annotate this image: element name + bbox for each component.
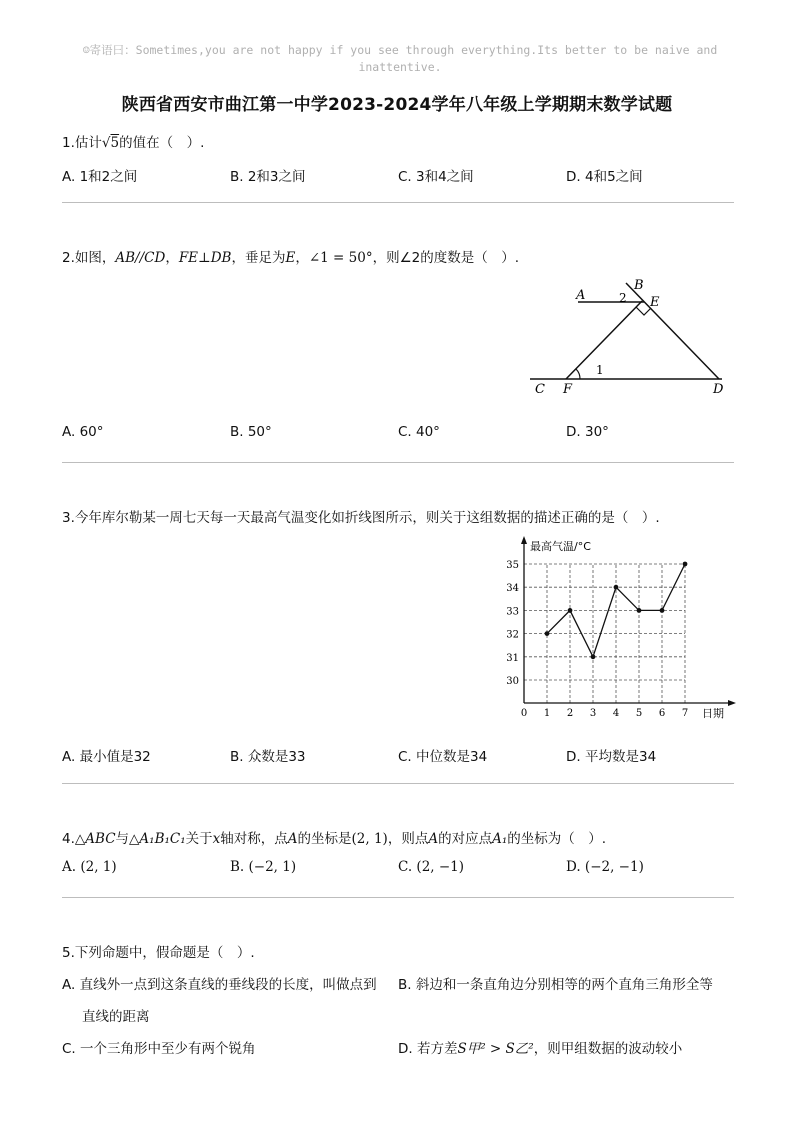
- question-4: [62, 827, 606, 847]
- q2-option-a[interactable]: A. 60°: [62, 424, 104, 440]
- q4-math-3: x: [212, 831, 221, 847]
- x-tick-label: 3: [589, 708, 597, 719]
- data-point: [683, 562, 688, 567]
- q5-d-math: S甲² > S乙²: [457, 1041, 534, 1057]
- data-point: [660, 608, 665, 613]
- q2-math-1: AB//CD: [115, 250, 166, 266]
- q1-suffix: 的值在（ ）.: [119, 135, 205, 151]
- x-tick-label: 5: [635, 708, 643, 719]
- label-a: A: [576, 288, 586, 303]
- temperature-line-chart: [500, 532, 740, 724]
- q4-text-2: 与: [115, 831, 130, 847]
- q2-option-b[interactable]: B. 50°: [230, 424, 272, 440]
- q3-option-c[interactable]: C. 中位数是34: [398, 749, 488, 765]
- x-tick-label: 6: [658, 708, 666, 719]
- label-e: E: [650, 295, 660, 310]
- line-bd: [626, 283, 719, 379]
- q4-text-4: 轴对称，点: [220, 831, 288, 847]
- q4-text-1: 4.: [62, 831, 75, 847]
- watermark-line-2: inattentive.: [358, 60, 442, 74]
- q3-option-b[interactable]: B. 众数是33: [230, 749, 306, 765]
- q2-text-1: 2.如图，: [62, 250, 116, 266]
- q2-text-3: ，垂足为: [231, 250, 286, 266]
- question-5: 5.下列命题中，假命题是（ ）.: [62, 945, 255, 961]
- label-d: D: [713, 382, 724, 397]
- q2-option-c[interactable]: C. 40°: [398, 424, 440, 440]
- q4-text-3: 关于: [185, 831, 213, 847]
- x-tick-label: 2: [566, 708, 574, 719]
- label-angle-1: 1: [596, 363, 604, 377]
- watermark-line-1: ☺寄语曰：Sometimes,you are not happy if you see through everything.Its better to be naive and: [82, 43, 718, 57]
- q5-option-a-line-1[interactable]: A. 直线外一点到这条直线的垂线段的长度，叫做点到: [62, 977, 377, 993]
- question-1: [62, 131, 204, 151]
- y-tick-label: 35: [506, 560, 519, 571]
- y-axis-arrow: [521, 536, 527, 544]
- q2-math-2: FE⊥DB: [178, 250, 232, 266]
- question-2: [62, 246, 519, 266]
- q4-math-4: A: [287, 831, 298, 847]
- q1-option-a[interactable]: A. 1和2之间: [62, 169, 138, 185]
- y-tick-label: 32: [506, 629, 519, 641]
- y-tick-label: 31: [506, 652, 519, 664]
- q2-math-3: E: [285, 250, 296, 266]
- geometry-figure: [520, 272, 735, 402]
- q4-option-b[interactable]: B. (−2, 1): [230, 859, 297, 875]
- chart-x-axis-label: 日期: [702, 707, 724, 720]
- label-b: B: [634, 278, 644, 293]
- right-angle-mark: [636, 307, 651, 315]
- q1-option-d[interactable]: D. 4和5之间: [566, 169, 643, 185]
- chart-axes: [521, 536, 736, 706]
- q4-math-6: A: [428, 831, 439, 847]
- q2-text-4: ，: [295, 250, 309, 266]
- divider: [62, 462, 734, 463]
- label-angle-2: 2: [619, 291, 627, 305]
- q5-option-b[interactable]: B. 斜边和一条直角边分别相等的两个直角三角形全等: [398, 977, 713, 993]
- x-tick-label: 1: [543, 708, 551, 719]
- q1-option-c[interactable]: C. 3和4之间: [398, 169, 474, 185]
- q2-math-4: ∠1 = 50°: [308, 250, 373, 266]
- q4-math-2: △A₁B₁C₁: [129, 831, 186, 847]
- x-tick-label: 0: [520, 708, 528, 719]
- q5-option-a-line-2[interactable]: 直线的距离: [82, 1009, 150, 1025]
- q3-option-a[interactable]: A. 最小值是32: [62, 749, 151, 765]
- y-tick-label: 33: [506, 606, 519, 618]
- q5-option-c[interactable]: C. 一个三角形中至少有两个锐角: [62, 1041, 256, 1057]
- q4-text-8: 的坐标为（ ）.: [507, 831, 607, 847]
- q1-radicand: 5: [110, 135, 120, 151]
- chart-tick-labels: [506, 560, 688, 719]
- x-tick-label: 7: [681, 708, 689, 719]
- q5-option-d[interactable]: [398, 1037, 682, 1057]
- q2-option-d[interactable]: D. 30°: [566, 424, 609, 440]
- label-c: C: [535, 382, 545, 397]
- divider: [62, 202, 734, 203]
- q4-option-c[interactable]: C. (2, −1): [398, 859, 465, 875]
- data-point: [637, 608, 642, 613]
- question-3: 3.今年库尔勒某一周七天每一天最高气温变化如折线图所示，则关于这组数据的描述正确的是（ ）.: [62, 510, 660, 526]
- watermark: [40, 42, 760, 76]
- x-tick-label: 4: [612, 708, 620, 719]
- q2-text-5: ，则∠2的度数是（ ）.: [372, 250, 520, 266]
- q4-text-5: 的坐标是: [297, 831, 352, 847]
- q4-math-1: △ABC: [74, 831, 116, 847]
- data-point: [545, 631, 550, 636]
- q1-option-b[interactable]: B. 2和3之间: [230, 169, 306, 185]
- q2-text-2: ，: [165, 250, 179, 266]
- q4-option-a[interactable]: A. (2, 1): [62, 859, 117, 875]
- y-tick-label: 34: [506, 583, 519, 595]
- page-title: 陕西省西安市曲江第一中学2023-2024学年八年级上学期期末数学试题: [121, 95, 673, 115]
- chart-y-axis-label: 最高气温/°C: [530, 540, 591, 553]
- divider: [62, 897, 734, 898]
- q4-text-6: ，则点: [387, 831, 429, 847]
- q1-prefix: 1.估计: [62, 135, 102, 151]
- x-axis-arrow: [728, 700, 736, 706]
- q4-math-7: A₁: [492, 831, 508, 847]
- sqrt-sign: √: [101, 135, 111, 151]
- q4-option-d[interactable]: D. (−2, −1): [566, 859, 644, 875]
- y-tick-label: 30: [506, 676, 519, 687]
- q4-math-5: (2, 1): [351, 831, 388, 847]
- data-point: [591, 654, 596, 659]
- data-point: [568, 608, 573, 613]
- divider: [62, 783, 734, 784]
- angle-1-arc: [576, 369, 580, 379]
- q5-d-text-2: ，则甲组数据的波动较小: [533, 1041, 683, 1057]
- label-f: F: [563, 382, 573, 397]
- q3-option-d[interactable]: D. 平均数是34: [566, 749, 657, 765]
- data-point: [614, 585, 619, 590]
- line-fe: [566, 301, 642, 379]
- q4-text-7: 的对应点: [438, 831, 493, 847]
- q5-d-text-1: D. 若方差: [398, 1041, 458, 1057]
